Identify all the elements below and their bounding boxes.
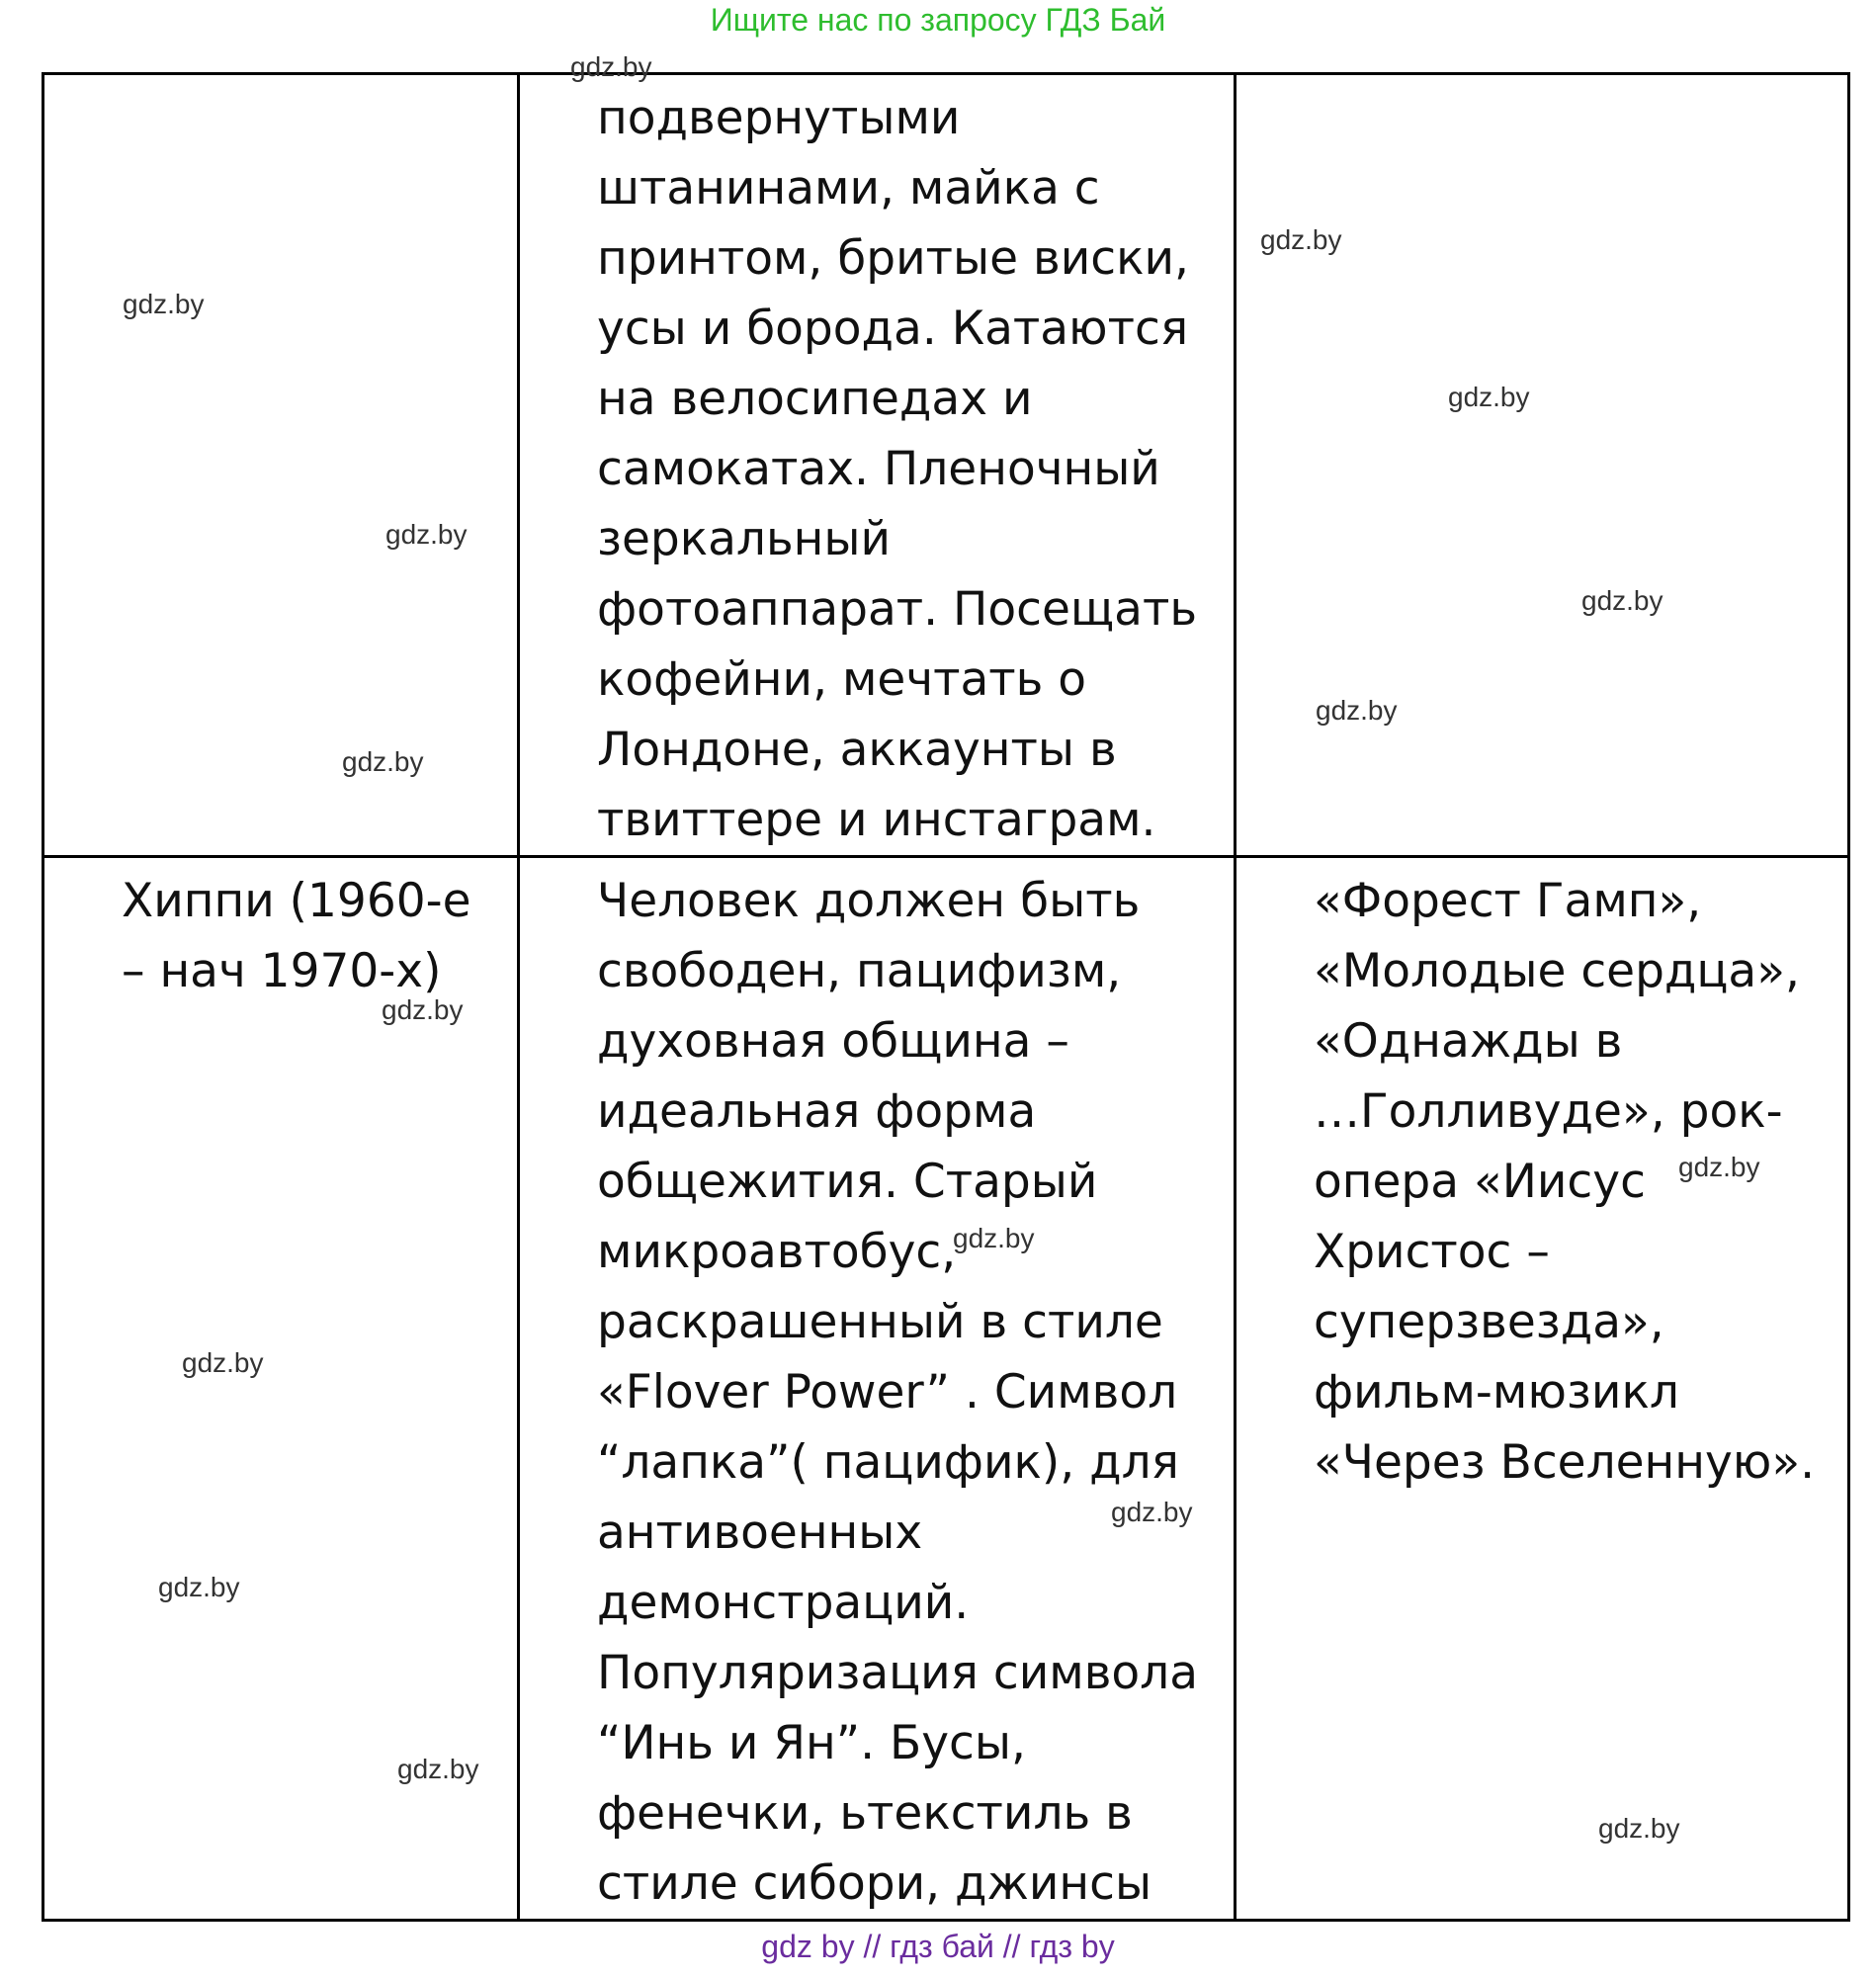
table-cell <box>1236 74 1849 857</box>
watermark: gdz.by <box>953 1223 1035 1253</box>
cell-text: подвернутыми штанинами, майка с принтом, бритые виски, усы и борода. Катаются на велосипедах и самокатах. Пленочный зеркальный фотоаппарат. Посещать кофейни, мечтать о Лондоне, аккаунты в твиттере и инстаграм. <box>597 91 1198 847</box>
watermark: gdz.by <box>382 994 464 1025</box>
content-table <box>42 72 1850 1922</box>
table-cell <box>519 74 1236 857</box>
watermark: gdz.by <box>182 1347 264 1378</box>
watermark: gdz.by <box>158 1572 240 1602</box>
watermark: gdz.by <box>123 289 205 319</box>
watermark: gdz.by <box>1678 1152 1760 1182</box>
table-cell <box>43 74 519 857</box>
watermark: gdz.by <box>1598 1813 1680 1844</box>
footer-links: gdz by // гдз бай // гдз by <box>761 1929 1115 1964</box>
table-cell <box>519 857 1236 1921</box>
watermark: gdz.by <box>1260 224 1342 255</box>
watermark: gdz.by <box>342 746 424 777</box>
watermark: gdz.by <box>385 519 468 550</box>
top-banner: Ищите нас по запросу ГДЗ Бай <box>710 2 1166 38</box>
watermark: gdz.by <box>1316 695 1398 726</box>
watermark: gdz.by <box>1111 1497 1193 1527</box>
table-row <box>43 857 1849 1921</box>
watermark: gdz.by <box>1448 382 1530 412</box>
table-row <box>43 74 1849 857</box>
table-cell <box>1236 857 1849 1921</box>
cell-text: «Форест Гамп», «Молодые сердца», «Однажды в …Голливуде», рок- опера «Иисус Христос – суперзвезда», фильм-мюзикл «Через Вселенную». <box>1314 874 1816 1490</box>
cell-text: Хиппи (1960-е – нач 1970-х) <box>122 874 471 998</box>
watermark: gdz.by <box>397 1754 479 1784</box>
watermark: gdz.by <box>1581 585 1663 616</box>
watermark: gdz.by <box>570 51 652 82</box>
cell-text: Человек должен быть свободен, пацифизм, духовная община – идеальная форма общежития. Старый микроавтобус, раскрашенный в стиле «Flover Power” . Символ “лапка”( пацифик), для антивоенных демонстраций. Популяризация символа “Инь и Ян”. Бусы, фенечки, ьтекстиль в стиле сибори, джинсы <box>597 874 1199 1911</box>
